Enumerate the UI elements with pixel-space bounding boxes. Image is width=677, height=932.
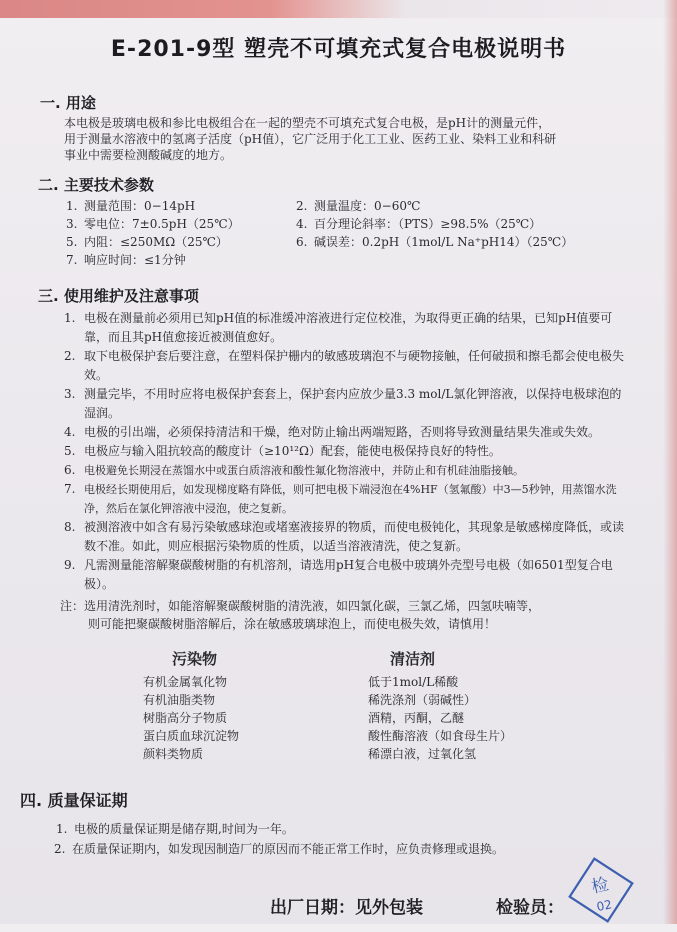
table-cell-cleaner: 酒精，丙酮，乙醚	[368, 711, 465, 725]
inspection-stamp	[559, 848, 642, 931]
inspector-label: 检验员：	[496, 898, 564, 918]
warranty-item: 2. 在质量保证期内，如发现因制造厂的原因而不能正常工作时，应负责修理或退换。	[54, 842, 505, 856]
usage-item: 2. 取下电极保护套后要注意，在塑料保护栅内的敏感玻璃泡不与硬物接触，任何破损和擦毛都会使电极失效。	[64, 349, 625, 382]
section-heading-specs: 二. 主要技术参数	[38, 176, 154, 194]
table-cell-cleaner: 稀洗涤剂（弱碱性）	[368, 693, 477, 707]
spec-item: 1. 测量范围：0−14pH	[66, 199, 196, 213]
table-cell-cleaner: 酸性酶溶液（如食母生片）	[368, 729, 513, 743]
table-cell-cleaner: 低于1mol/L稀酸	[368, 675, 459, 689]
table-cell-pollutant: 蛋白质血球沉淀物	[143, 729, 240, 743]
note-line: 注：选用清洗剂时，如能溶解聚碳酸树脂的清洗液，如四氯化碳，三氯乙烯，四氢呋喃等，	[60, 599, 541, 613]
usage-item: 4. 电极的引出端，必须保持清洁和干燥，绝对防止输出两端短路，否则将导致测量结果失准或失效。	[64, 425, 601, 439]
purpose-line: 本电极是玻璃电极和参比电极组合在一起的塑壳不可填充式复合电极，是pH计的测量元件，	[64, 116, 551, 130]
purpose-line: 事业中需要检测酸碱度的地方。	[64, 148, 233, 162]
table-cell-pollutant: 有机金属氧化物	[143, 675, 228, 689]
red-background-edge-right	[663, 0, 677, 924]
red-background-edge-top	[0, 0, 677, 18]
usage-item: 7. 电极经长期使用后，如发现梯度略有降低，则可把电极下端浸泡在4%HF（氢氟酸）中3—5秒钟，用蒸馏水洗净，然后在氯化钾溶液中浸泡，使之复新。	[64, 482, 617, 515]
table-cell-cleaner: 稀漂白液，过氧化氢	[368, 747, 477, 761]
spec-item: 4. 百分理论斜率：（PTS）≥98.5%（25℃）	[296, 217, 542, 231]
manufacture-date: 出厂日期：见外包装	[270, 898, 423, 918]
usage-list	[64, 309, 630, 594]
spec-item: 5. 内阻：≤250MΩ（25℃）	[66, 235, 228, 249]
spec-item: 2. 测量温度：0−60℃	[296, 199, 421, 213]
table-cell-pollutant: 颜料类物质	[143, 747, 204, 761]
spec-item: 6. 碱误差：0.2pH（1mol/L Na⁺pH14）（25℃）	[296, 235, 574, 249]
section-heading-purpose: 一. 用途	[40, 94, 96, 112]
warranty-item: 1. 电极的质量保证期是储存期,时间为一年。	[56, 822, 294, 836]
table-cell-pollutant: 树脂高分子物质	[143, 711, 228, 725]
usage-item: 3. 测量完毕，不用时应将电极保护套套上，保护套内应放少量3.3 mol/L氯化钾溶液，以保持电极球泡的湿润。	[64, 387, 622, 420]
stamp-text: 检	[589, 874, 611, 898]
spec-item: 7. 响应时间：≤1分钟	[66, 253, 186, 267]
spec-item: 3. 零电位：7±0.5pH（25℃）	[66, 217, 240, 231]
usage-item: 1. 电极在测量前必须用已知pH值的标准缓冲溶液进行定位校准，为取得更正确的结果，已知pH值要可靠，而且其pH值愈接近被测值愈好。	[64, 311, 613, 344]
document-title: E-201-9型 塑壳不可填充式复合电极说明书	[110, 37, 567, 62]
usage-item: 9. 凡需测量能溶解聚碳酸树脂的有机溶剂，请选用pH复合电极中玻璃外壳型号电极（如6501型复合电极）。	[64, 558, 613, 591]
stamp-number: 02	[595, 897, 614, 915]
purpose-line: 用于测量水溶液中的氢离子活度（pH值），它广泛用于化工工业、医药工业、染料工业和科研	[64, 132, 557, 146]
usage-item: 5. 电极应与输入阻抗较高的酸度计（≥10¹²Ω）配套，能使电极保持良好的特性。	[64, 444, 501, 458]
table-cell-pollutant: 有机油脂类物	[143, 693, 216, 707]
section-heading-warranty: 四. 质量保证期	[20, 791, 128, 810]
usage-item: 8. 被测溶液中如含有易污染敏感球泡或堵塞液接界的物质，而使电极钝化，其现象是敏感梯度降低，或读数不准。如此，则应根据污染物质的性质，以适当溶液清洗，使之复新。	[64, 520, 625, 553]
usage-item: 6. 电极避免长期浸在蒸馏水中或蛋白质溶液和酸性氟化物溶液中，并防止和有机硅油脂接触。	[64, 463, 524, 477]
table-header-pollutant: 污染物	[172, 650, 218, 668]
section-heading-usage: 三. 使用维护及注意事项	[38, 287, 199, 305]
note-line: 则可能把聚碳酸树脂溶解后，涂在敏感玻璃球泡上，而使电极失效，请慎用！	[88, 617, 497, 631]
table-header-cleaner: 清洁剂	[390, 650, 436, 668]
